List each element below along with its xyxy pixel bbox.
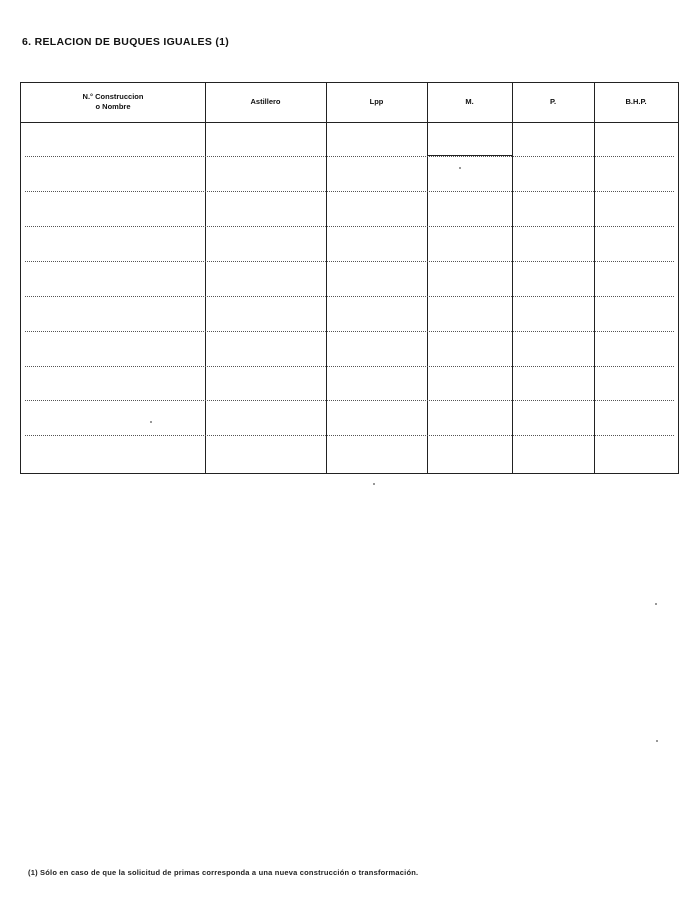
col-header-p: P. [549, 97, 557, 106]
table-row [25, 261, 674, 262]
scan-speck [150, 421, 152, 423]
table-row [25, 400, 674, 401]
table-row [25, 296, 674, 297]
table-row [25, 191, 674, 192]
scan-speck [656, 740, 658, 742]
table-row [25, 226, 674, 227]
footnote: (1) Sólo en caso de que la solicitud de primas corresponda a una nueva construcción o transformación. [28, 868, 419, 877]
col-header-construccion [21, 83, 205, 121]
table-body [21, 123, 678, 473]
col-header-construccion-line1: N.° Construccion [82, 92, 144, 101]
scan-speck [373, 483, 375, 485]
col-header-m: M. [465, 97, 474, 106]
scan-speck [459, 167, 461, 169]
table-header-row [21, 83, 678, 123]
buques-iguales-table [20, 82, 679, 474]
table-row [25, 156, 674, 157]
scan-speck [655, 603, 657, 605]
table-row [25, 366, 674, 367]
col-header-bhp: B.H.P. [625, 97, 647, 106]
table-row [25, 331, 674, 332]
table-row [25, 435, 674, 436]
section-title: 6. RELACION DE BUQUES IGUALES (1) [22, 36, 230, 48]
m-column-first-cell-box [427, 123, 512, 156]
col-header-lpp: Lpp [369, 97, 384, 106]
col-header-construccion-line2: o Nombre [95, 102, 131, 111]
col-header-astillero: Astillero [250, 97, 281, 106]
